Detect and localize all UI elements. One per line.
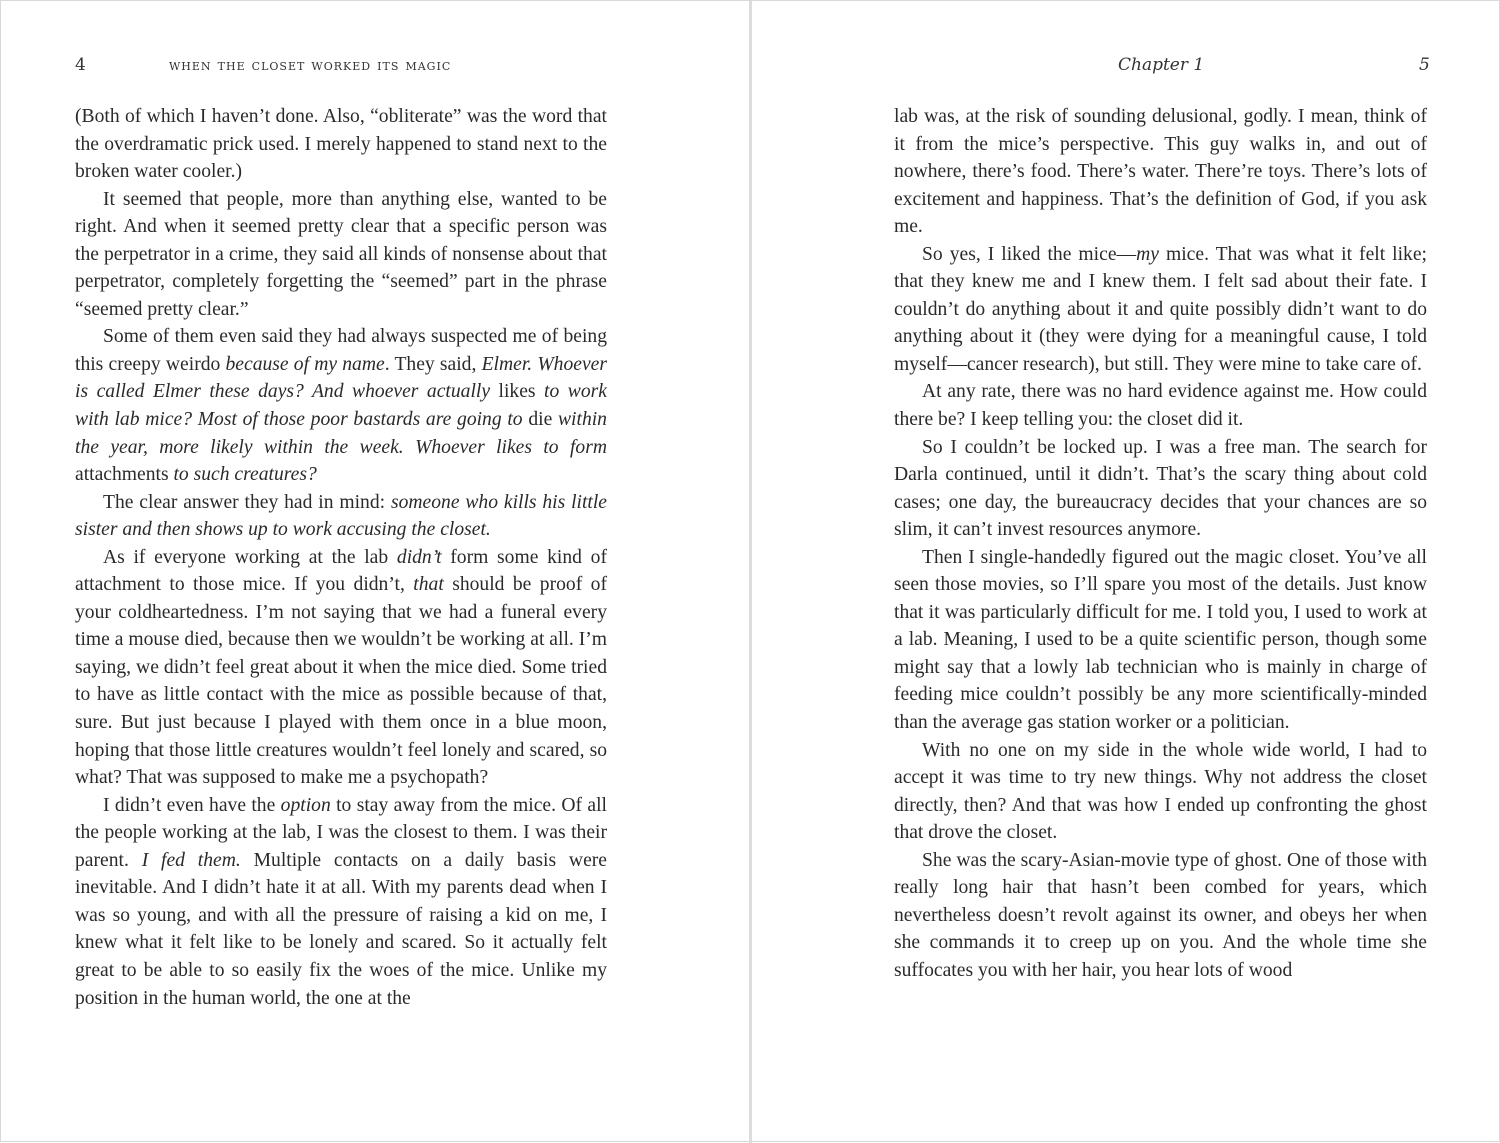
paragraph <box>75 103 607 186</box>
paragraph <box>894 241 1427 379</box>
paragraph <box>75 792 607 1012</box>
page-number: 5 <box>1419 55 1430 75</box>
text-run: She was the scary-Asian-movie type of ghost. One of those with really long hair that hasn’t been combed for years, which nevertheless doesn’t revolt against its owner, and obeys her when she commands it to creep up on you. And the whole time she suffocates you with her hair, you hear lots of wood <box>894 849 1427 981</box>
text-run: lab was, at the risk of sounding delusional, godly. I mean, think of it from the mice’s perspective. This guy walks in, and out of nowhere, there’s food. There’s water. There’re toys. There’s lots of excitement and happiness. That’s the definition of God, if you ask me. <box>894 106 1427 238</box>
left-page <box>1 1 749 1143</box>
paragraph <box>75 323 607 488</box>
paragraph <box>894 434 1427 544</box>
text-run: Multiple contacts on a daily basis were inevitable. And I didn’t hate it at all. With my parents dead when I was so young, and with all the pressure of raising a kid on me, I knew what it felt like to be lonely and scared. So it actually felt great to be able to so easily fix the woes of the mice. Unlike my position in the human world, the one at the <box>75 849 607 1009</box>
text-run: . They said, <box>384 353 482 375</box>
italic-text: my <box>1136 243 1159 265</box>
paragraph <box>75 186 607 324</box>
italic-text: that <box>413 574 444 596</box>
text-run: So yes, I liked the mice— <box>922 243 1137 265</box>
italic-text: to work with lab mice? Most of those poor bastards are going to <box>75 381 607 431</box>
text-run: As if everyone working at the lab <box>103 546 397 568</box>
italic-text: someone who kills his little sister and then shows up to work accusing the closet. <box>75 491 608 541</box>
italic-text: because of my name <box>225 353 385 375</box>
paragraph <box>75 489 607 544</box>
text-run: So I couldn’t be locked up. I was a free man. The search for Darla continued, until it didn’t. That’s the scary thing about cold cases; one day, the bureaucracy decides that your chances are so slim, it can’t invest resources anymore. <box>894 436 1427 541</box>
text-run: Then I single-handedly figured out the magic closet. You’ve all seen those movies, so I’ll spare you most of the details. Just know that it was particularly difficult for me. I told you, I used to work at a lab. Meaning, I used to be a quite scientific person, though some might say that a lowly lab technician who is mainly in charge of feeding mice couldn’t possibly be any more scientifically-minded than the average gas station worker or a politician. <box>894 546 1427 734</box>
page-body <box>75 103 607 1012</box>
italic-text: Elmer. Whoever is called Elmer these days? And whoever actually <box>75 353 607 403</box>
text-run: (Both of which I haven’t done. Also, “obliterate” was the word that the overdramatic prick used. I merely happened to stand next to the broken water cooler.) <box>75 106 607 183</box>
text-run: Some of them even said they had always suspected me of being this creepy weirdo <box>75 326 607 375</box>
paragraph <box>894 737 1427 847</box>
page-body <box>894 103 1427 985</box>
paragraph <box>894 103 1427 241</box>
italic-text: I fed them. <box>141 849 241 871</box>
right-page <box>752 1 1500 1143</box>
text-run: mice. That was what it felt like; that they knew me and I knew them. I felt sad about their fate. I couldn’t do anything about it and quite possibly didn’t want to do anything about it (they were dying for a meaningful cause, I told myself—cancer research), but still. They were mine to take care of. <box>894 243 1427 375</box>
text-run: It seemed that people, more than anything else, wanted to be right. And when it seemed pretty clear that a specific person was the perpetrator in a crime, they said all kinds of nonsense about that perpetrator, completely forgetting the “seemed” part in the phrase “seemed pretty clear.” <box>75 188 607 320</box>
text-run: should be proof of your coldheartedness. I’m not saying that we had a funeral every time a mouse died, because then we wouldn’t be working at all. I’m saying, we didn’t feel great about it when the mice died. Some tried to have as little contact with the mice as possible because of that, sure. But just because I played with them once in a blue moon, hoping that those little creatures wouldn’t feel lonely and scared, so what? That was supposed to make me a psychopath? <box>75 574 607 789</box>
text-run: With no one on my side in the whole wide world, I had to accept it was time to try new things. Why not address the closet directly, then? And that was how I ended up confronting the ghost that drove the closet. <box>894 739 1427 844</box>
text-run: form some kind of attachment to those mice. If you didn’t, <box>75 546 608 596</box>
page-number: 4 <box>75 55 86 75</box>
paragraph <box>75 544 607 792</box>
running-head: when the closet worked its magic <box>169 55 452 74</box>
italic-text: didn’t <box>396 546 442 568</box>
text-run: The clear answer they had in mind: <box>103 491 391 513</box>
italic-text: option <box>280 794 331 816</box>
text-run: die <box>528 409 553 431</box>
text-run: to stay away from the mice. Of all the people working at the lab, I was the closest to them. I was their parent. <box>75 794 607 871</box>
text-run: At any rate, there was no hard evidence against me. How could there be? I keep telling you: the closet did it. <box>894 381 1427 431</box>
paragraph <box>894 378 1427 433</box>
text-run: I didn’t even have the <box>103 794 281 816</box>
text-run: attachments <box>75 464 169 486</box>
italic-text: to such creatures? <box>168 464 317 486</box>
paragraph <box>894 847 1427 985</box>
paragraph <box>894 544 1427 737</box>
text-run: likes <box>498 381 536 403</box>
italic-text: within the year, more likely within the week. Whoever likes to form <box>75 409 607 458</box>
chapter-heading: Chapter 1 <box>1118 55 1205 75</box>
